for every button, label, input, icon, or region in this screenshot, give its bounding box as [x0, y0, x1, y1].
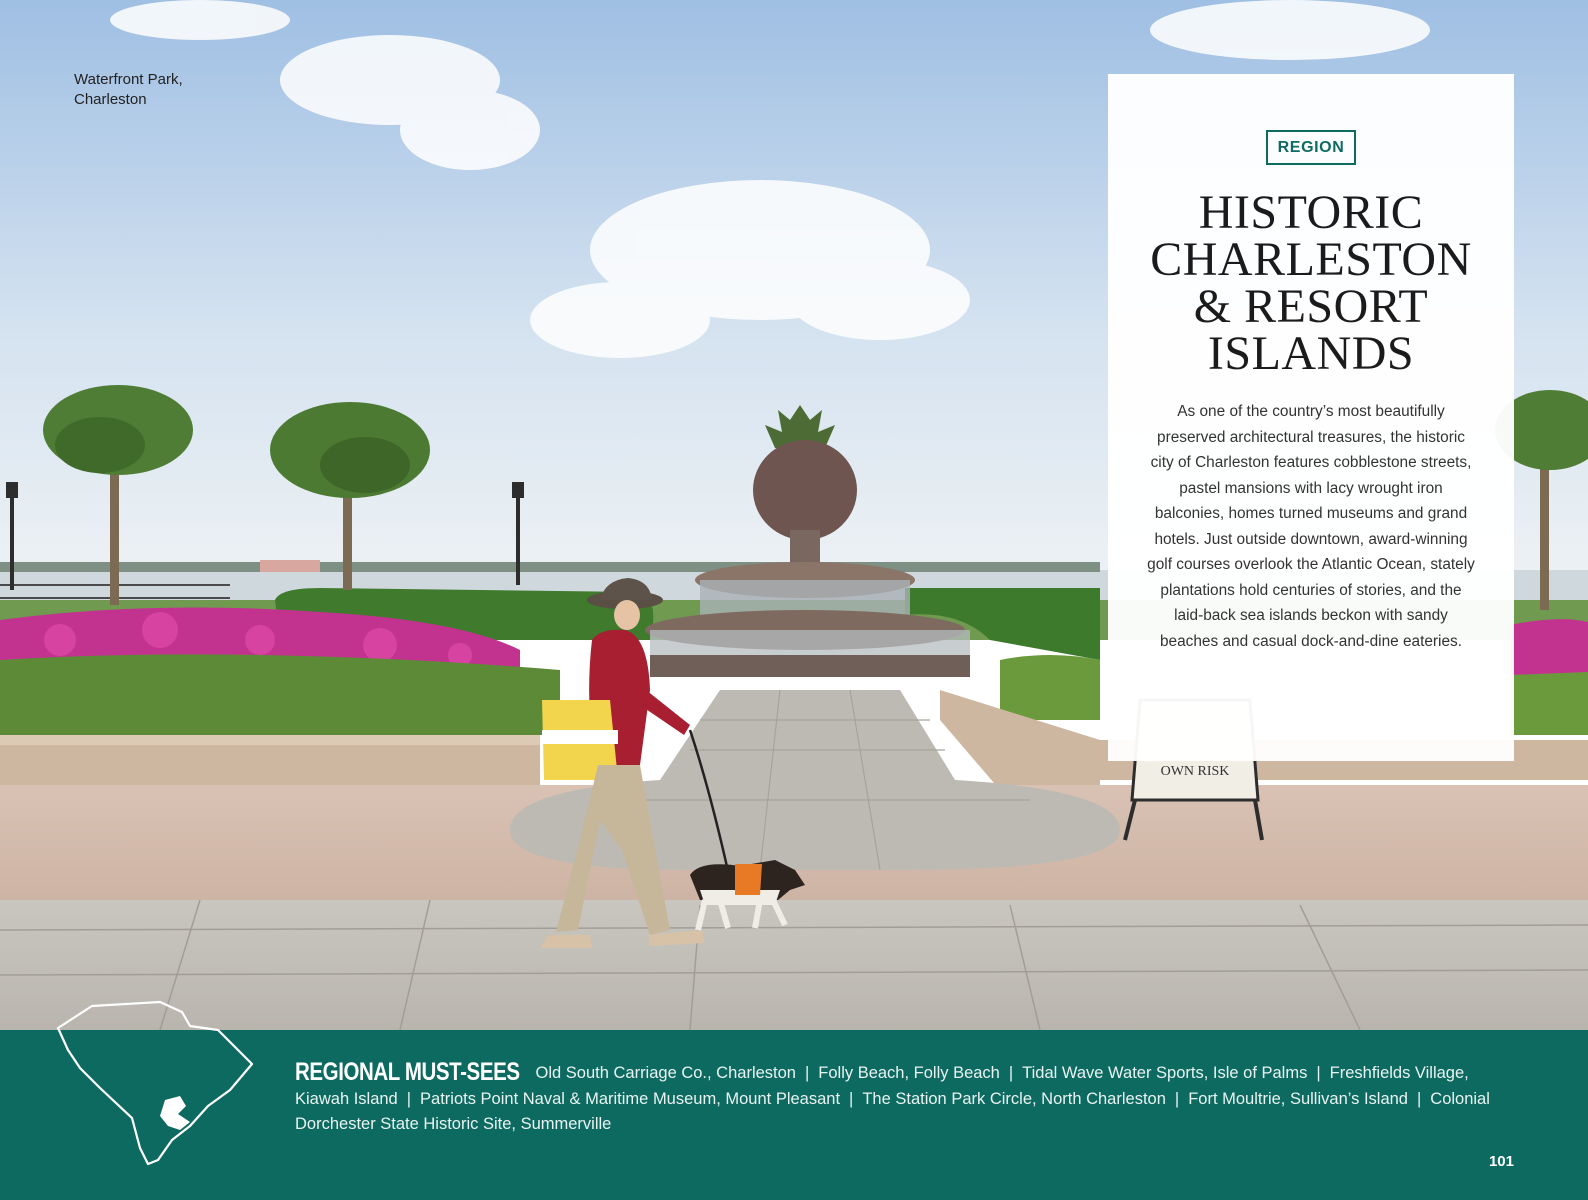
- title-line: ISLANDS: [1207, 327, 1415, 380]
- separator: |: [406, 1089, 412, 1108]
- must-see-item: Colonial Dorchester State Historic Site, Summerville: [295, 1089, 1490, 1133]
- photo-caption: [74, 70, 183, 110]
- must-sees-band: [0, 1030, 1588, 1200]
- caption-line-1: Waterfront Park,: [74, 71, 183, 88]
- wall-cap-left: [0, 735, 540, 745]
- must-see-item: Patriots Point Naval & Maritime Museum, Mount Pleasant: [420, 1089, 841, 1108]
- region-intro-paragraph: As one of the country’s most beautifully preserved architectural treasures, the historic city of Charleston features cobblestone streets, pastel mansions with lacy wrought iron balconies, homes turned museums and grand hotels. Just outside downtown, award-winning golf courses overlook the Atlantic Ocean, stately plantations hold centuries of stories, and the laid-back sea islands beckon with sandy beaches and casual dock-and-dine eateries.: [1147, 403, 1475, 650]
- title-line: HISTORIC: [1198, 186, 1424, 239]
- region-badge: REGION: [1266, 130, 1357, 165]
- must-see-item: Freshfields Village, Kiawah Island: [295, 1064, 1469, 1108]
- caption-line-2: Charleston: [74, 91, 147, 108]
- separator: |: [1008, 1064, 1014, 1082]
- separator: |: [1174, 1089, 1180, 1108]
- must-see-item: Tidal Wave Water Sports, Isle of Palms: [1022, 1064, 1308, 1082]
- south-carolina-map-outline-icon: [40, 998, 260, 1178]
- grass-border-right: [1000, 655, 1100, 720]
- separator: |: [1416, 1089, 1422, 1108]
- must-see-item: Old South Carriage Co., Charleston: [535, 1064, 796, 1082]
- separator: |: [1316, 1064, 1321, 1082]
- region-card: [1108, 74, 1514, 761]
- region-title: [1131, 186, 1491, 380]
- flower-bed-right: [1510, 619, 1588, 680]
- grass-border-far-right: [1510, 672, 1588, 735]
- grass-border-left: [0, 654, 560, 735]
- title-line: & RESORT: [1193, 280, 1429, 333]
- sign-text: OWN RISK: [1160, 764, 1230, 779]
- page-number: 101: [1488, 1153, 1514, 1170]
- must-sees-list: [295, 1060, 1495, 1138]
- must-see-item: Folly Beach, Folly Beach: [818, 1064, 1000, 1082]
- separator: |: [804, 1064, 810, 1082]
- must-see-item: Fort Moultrie, Sullivan’s Island: [1188, 1089, 1408, 1108]
- title-line: CHARLESTON: [1150, 233, 1472, 286]
- must-sees-heading: REGIONAL MUST-SEES: [295, 1058, 520, 1086]
- separator: |: [849, 1089, 854, 1108]
- far-shoreline: [0, 562, 1100, 572]
- distant-building: [260, 560, 320, 572]
- must-see-item: The Station Park Circle, North Charleston: [862, 1089, 1166, 1108]
